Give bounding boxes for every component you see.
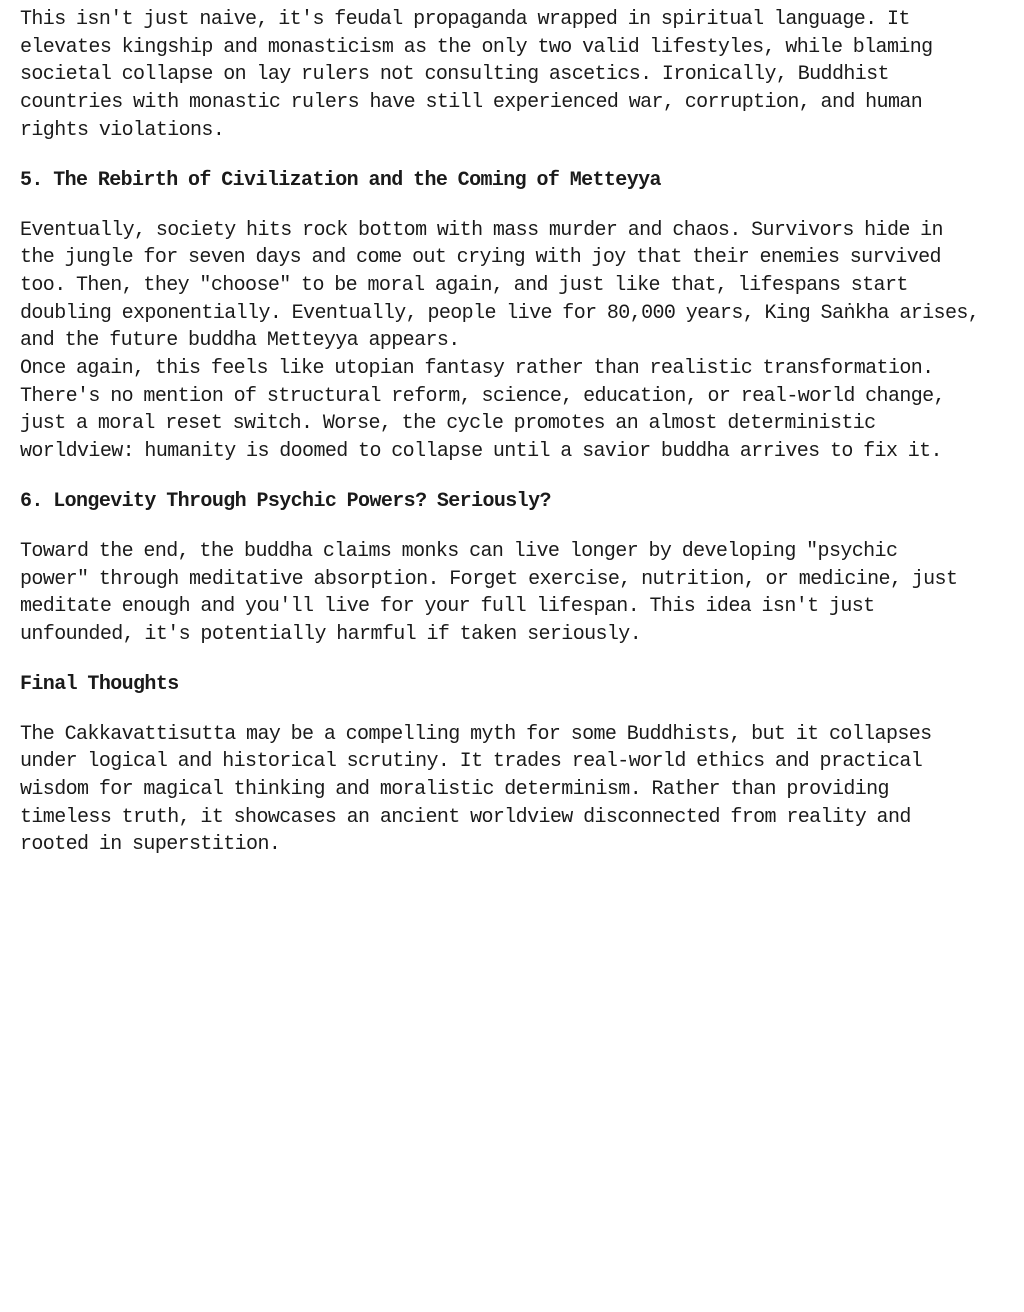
final-thoughts-heading: Final Thoughts [20, 672, 179, 696]
section-5-paragraph: Eventually, society hits rock bottom with mass murder and chaos. Survivors hide in the jungle for seven days and come out crying with joy that their enemies survived too. Then, they "choose" to be moral again, and just like that, lifespans start doubling exponentially. Eventually, people live for 80,000 years, King Saṅkha arises, and the future buddha Metteyya appears. Once again, this feels like utopian fantasy rather than realistic transformation. There's no mention of structural reform, science, education, or real-world change, just a moral reset switch. Worse, the cycle promotes an almost deterministic worldview: humanity is doomed to collapse until a savior buddha arrives to fix it. [20, 218, 980, 464]
final-thoughts-paragraph: The Cakkavattisutta may be a compelling myth for some Buddhists, but it collapses under logical and historical scrutiny. It trades real-world ethics and practical wisdom for magical thinking and moralistic determinism. Rather than providing timeless truth, it showcases an ancient worldview disconnected from reality and rooted in superstition. [20, 722, 932, 857]
section-6-paragraph: Toward the end, the buddha claims monks can live longer by developing "psychic power" through meditative absorption. Forget exercise, nutrition, or medicine, just meditate enough and you'll live for your full lifespan. This idea isn't just unfounded, it's potentially harmful if taken seriously. [20, 539, 958, 646]
intro-paragraph: This isn't just naive, it's feudal propaganda wrapped in spiritual language. It elevates kingship and monasticism as the only two valid lifestyles, while blaming societal collapse on lay rulers not consulting ascetics. Ironically, Buddhist countries with monastic rulers have still experienced war, corruption, and human rights violations. [20, 8, 933, 142]
section-5-heading: 5. The Rebirth of Civilization and the Coming of Metteyya [20, 168, 661, 192]
document-page [20, 6, 1010, 859]
section-6-heading: 6. Longevity Through Psychic Powers? Seriously? [20, 489, 551, 513]
